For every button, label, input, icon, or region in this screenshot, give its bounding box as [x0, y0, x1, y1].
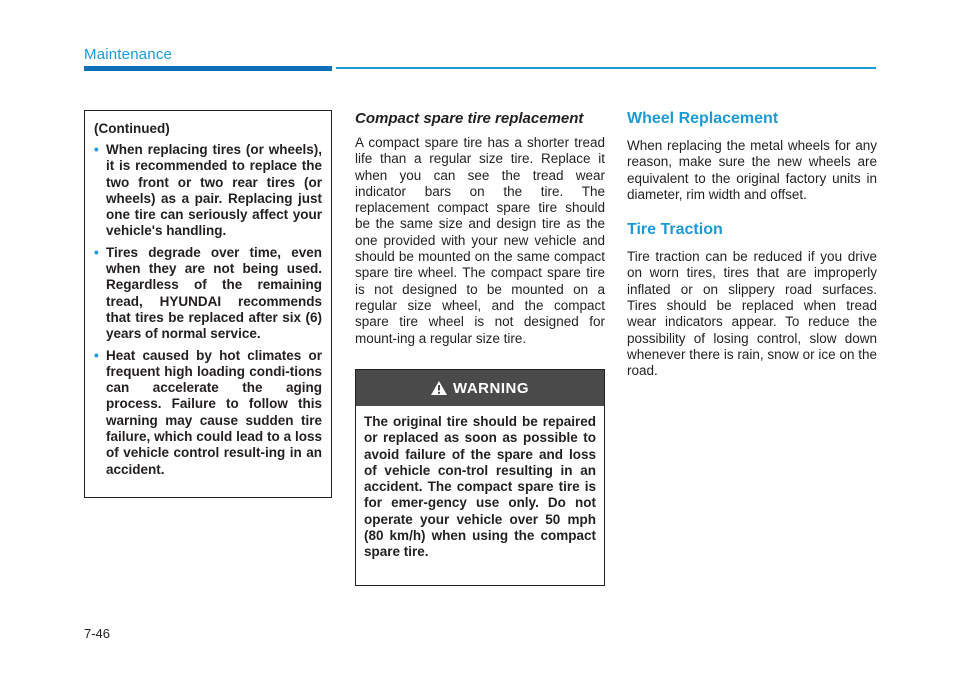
header-bar-thick: [84, 66, 332, 71]
bullet-dot-icon: •: [94, 142, 99, 157]
bullet-dot-icon: •: [94, 244, 99, 260]
warning-header: [356, 370, 604, 406]
compact-spare-section: [355, 110, 605, 347]
caution-bullet: [94, 348, 322, 478]
caution-bullet-text: When replacing tires (or wheels), it is recommended to replace the two front or two rear tires (or wheels) as a pair. Replacing just one tire can seriously affect your vehicle's handling.: [106, 142, 322, 239]
caution-bullet-text: Tires degrade over time, even when they are not being used. Regardless of the remaining tread, HYUNDAI recommends that tires be replaced after six (6) years of normal service.: [106, 244, 322, 342]
page-number: 7-46: [84, 626, 111, 641]
warning-label: WARNING: [453, 379, 529, 397]
wheel-replacement-title: Wheel Replacement: [627, 110, 779, 127]
continued-label: (Continued): [94, 121, 170, 136]
caution-bullet: [94, 245, 322, 343]
header-bar-thin: [336, 67, 876, 69]
bullet-dot-icon: •: [94, 347, 99, 363]
tire-traction-title: Tire Traction: [627, 221, 723, 239]
warning-body: The original tire should be repaired or replaced as soon as possible to avoid failure of the spare and loss of vehicle con-trol resulting in an accident. The compact spare tire is for emer-gency use only. Do not operate your vehicle over 50 mph (80 km/h) when using the compact spare tire.: [364, 414, 596, 560]
warning-box: [355, 369, 605, 586]
warning-triangle-icon: [431, 381, 447, 395]
caution-bullet-text: Heat caused by hot climates or frequent high loading condi-tions can accelerate the aging process. Failure to follow this warning may cause sudden tire failure, which could lead to a loss of vehicle control result-ing in an accident.: [106, 347, 322, 477]
section-header-title: Maintenance: [84, 46, 173, 63]
caution-bullet: [94, 142, 322, 240]
compact-spare-body: A compact spare tire has a shorter tread life than a regular size tire. Replace it when you can see the tread wear indicator bars on the tire. The replacement compact spare tire should be the same size and design tire as the one provided with your new vehicle and should be mounted on the same compact spare tire wheel. The compact spare tire is not designed to be mounted on a regular size wheel, and the compact spare tire wheel is not designed for mount-ing a regular size tire.: [355, 135, 605, 346]
tire-traction-body: Tire traction can be reduced if you drive on worn tires, tires that are improperly inflated or on slippery road surfaces. Tires should be replaced when tread wear indicators appear. To reduce the possibility of losing control, slow down whenever there is rain, snow or ice on the road.: [627, 249, 877, 379]
compact-spare-title: Compact spare tire replacement: [355, 110, 584, 127]
wheel-replacement-body: When replacing the metal wheels for any reason, make sure the new wheels are equivalent to the original factory units in diameter, rim width and offset.: [627, 138, 877, 202]
continued-caution-box: [84, 110, 332, 498]
right-column: [627, 110, 877, 380]
